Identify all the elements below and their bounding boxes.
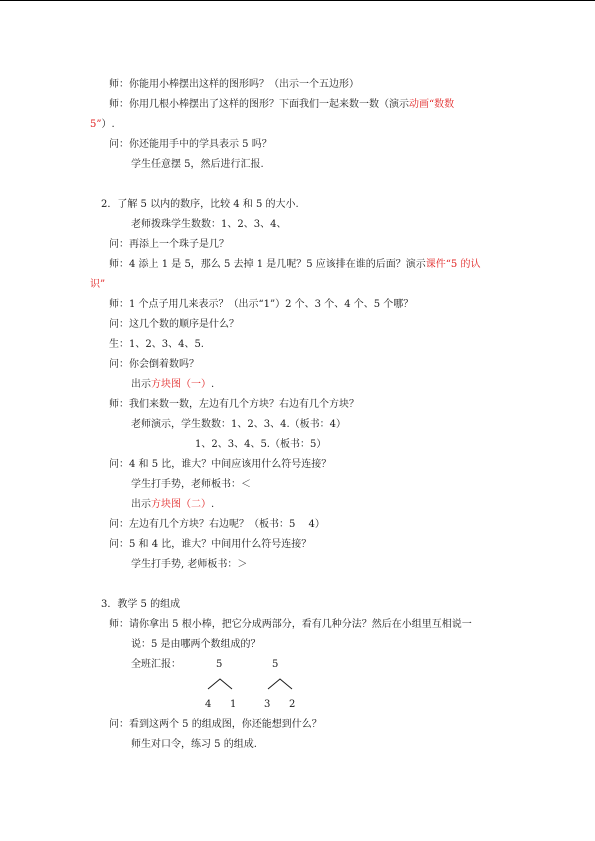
paragraph-line: 问：你还能用手中的学具表示 5 吗？ bbox=[109, 139, 272, 150]
paragraph-line: 学生打手势, 老师板书：＞ bbox=[131, 559, 248, 570]
paragraph-line: 问：看到这两个 5 的组成图，你还能想到什么？ bbox=[109, 719, 322, 730]
paragraph-line: 师：1 个点子用几来表示？（出示“1”）2 个、3 个、4 个、5 个哪？ bbox=[109, 299, 414, 310]
paragraph-line: 师：我们来数一数，左边有几个方块？右边有几个方块？ bbox=[109, 399, 359, 410]
paragraph-line bbox=[90, 119, 115, 131]
paragraph-line: 问：你会倒着数吗？ bbox=[109, 359, 199, 370]
courseware-link-text: 课件“5 的认 bbox=[425, 259, 481, 270]
paragraph-line bbox=[131, 379, 214, 391]
block-diagram-link-text: 方块图（一） bbox=[151, 379, 211, 390]
line-text: 出示 bbox=[131, 499, 151, 510]
paragraph-line: 学生打手势，老师板书：＜ bbox=[131, 479, 251, 490]
animation-link-text: 动画“数数 bbox=[409, 99, 455, 110]
paragraph-line: 问：这几个数的顺序是什么？ bbox=[109, 319, 239, 330]
paragraph-line: 老师演示，学生数数：1、2、3、4.（板书：4） bbox=[131, 419, 346, 430]
section-heading: 3．教学 5 的组成 bbox=[101, 599, 181, 610]
section-heading: 2．了解 5 以内的数序，比较 4 和 5 的大小. bbox=[101, 199, 299, 210]
paragraph-line: 老师拨珠学生数数：1、2、3、4、 bbox=[131, 219, 287, 230]
paragraph-line: 师：你能用小棒摆出这样的图形吗？（出示一个五边形） bbox=[109, 79, 359, 90]
paragraph-line: 师：请你拿出 5 根小棒，把它分成两部分，看有几种分法？然后在小组里互相说一 bbox=[109, 619, 472, 630]
paragraph-line bbox=[109, 259, 480, 271]
paragraph-line: 学生任意摆 5，然后进行汇报. bbox=[131, 159, 264, 170]
paragraph-line: 1、2、3、4、5.（板书：5） bbox=[195, 439, 327, 450]
paragraph-line: 说：5 是由哪两个数组成的？ bbox=[131, 639, 261, 650]
paragraph-line: 问：再添上一个珠子是几？ bbox=[109, 239, 229, 250]
composition-part: 2 bbox=[289, 699, 296, 710]
line-text: . bbox=[211, 379, 215, 390]
split-caret-icon bbox=[267, 678, 293, 690]
line-text: 出示 bbox=[131, 379, 151, 390]
paragraph-line: 问：5 和 4 比，谁大？中间用什么符号连接？ bbox=[109, 539, 312, 550]
line-text: ）. bbox=[101, 119, 115, 130]
paragraph-line bbox=[109, 99, 454, 111]
composition-total: 5 bbox=[216, 659, 223, 670]
composition-part: 3 bbox=[264, 699, 271, 710]
block-diagram-link-text: 方块图（二） bbox=[151, 499, 211, 510]
header-rule bbox=[0, 0, 595, 1]
line-text: 师：你用几根小棒摆出了这样的图形？下面我们一起来数一数（演示 bbox=[109, 99, 409, 110]
paragraph-line: 师生对口令，练习 5 的组成. bbox=[131, 739, 257, 750]
split-caret-icon bbox=[207, 678, 233, 690]
paragraph-line bbox=[131, 499, 214, 511]
paragraph-line: 问：4 和 5 比，谁大？中间应该用什么符号连接？ bbox=[109, 459, 332, 470]
paragraph-line: 生：1、2、3、4、5. bbox=[109, 339, 204, 350]
composition-part: 1 bbox=[230, 699, 237, 710]
composition-total: 5 bbox=[272, 659, 279, 670]
animation-link-text: 5” bbox=[90, 119, 102, 130]
paragraph-line: 问：左边有几个方块？右边呢？（板书：5 4） bbox=[109, 519, 325, 530]
line-text: . bbox=[211, 499, 215, 510]
line-text: 师：4 添上 1 是 5，那么 5 去掉 1 是几呢？5 应该排在谁的后面？演示 bbox=[109, 259, 426, 270]
courseware-link-text: 识” bbox=[90, 279, 106, 290]
composition-part: 4 bbox=[205, 699, 212, 710]
paragraph-line: 全班汇报： bbox=[131, 659, 181, 670]
